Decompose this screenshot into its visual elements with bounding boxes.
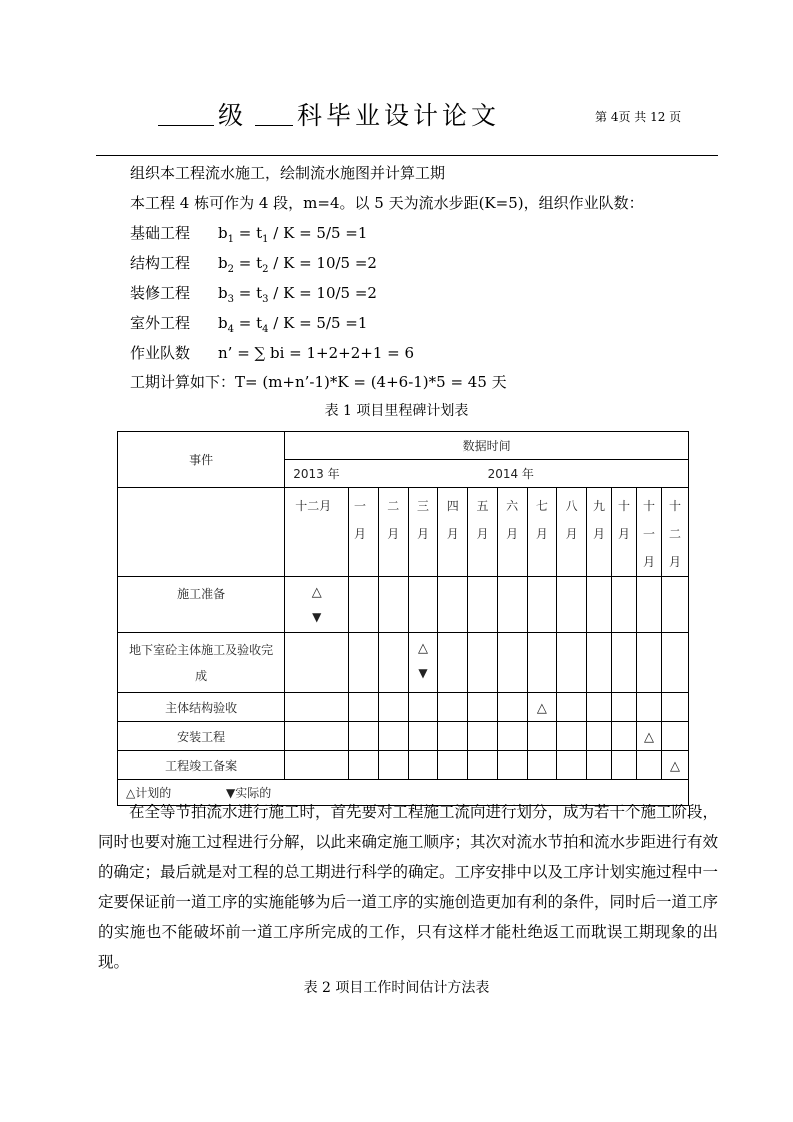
milestone-cell (637, 577, 662, 633)
formula-b: b (218, 314, 228, 332)
calc-row (130, 312, 367, 335)
calc-row (130, 222, 367, 245)
month-header-cell: 十二月 (285, 488, 349, 577)
month-header-cell: 二月 (378, 488, 408, 577)
milestone-cell (527, 693, 557, 722)
calc-row-label: 室外工程 (130, 314, 191, 332)
planned-marker-icon: △ (644, 730, 655, 745)
milestone-cell (285, 751, 349, 780)
blank-underline (255, 101, 293, 126)
milestone-event-name: 主体结构验收 (118, 693, 285, 722)
milestone-cell (438, 633, 468, 693)
milestone-cell (378, 633, 408, 693)
formula-b-index: 1 (227, 234, 234, 245)
month-header-cell: 十二月 (662, 488, 689, 577)
calc-row-formula (218, 284, 377, 305)
body-paragraph: 在全等节拍流水进行施工时，首先要对工程施工流向进行划分，成为若干个施工阶段，同时也要对施工过程进行分解，以此来确定施工顺序；其次对流水节拍和流水步距进行有效的确定；最后就是对工程的总工期进行科学的确定。工序安排中以及工序计划实施过程中一定要保证前一道工序的实施能够为后一道工序的实施创造更加有利的条件，同时后一道工序的实施也不能破坏前一道工序所完成的工作，只有这样才能杜绝返工而耽误工期现象的出现。 (98, 803, 719, 971)
legend-actual: ▼实际的 (226, 786, 272, 800)
formula-t: = t (233, 314, 263, 332)
formula-t-index: 1 (262, 234, 269, 245)
milestone-cell (586, 633, 611, 693)
year-2014: 2014 年 (487, 467, 534, 481)
milestone-cell (438, 577, 468, 633)
milestone-cell (612, 693, 637, 722)
milestone-cell (527, 633, 557, 693)
milestone-cell (349, 693, 379, 722)
milestone-cell (349, 722, 379, 751)
milestone-cell (468, 577, 498, 633)
milestone-cell (378, 722, 408, 751)
table1-caption: 表 1 项目里程碑计划表 (324, 403, 469, 419)
formula-b-index: 3 (227, 294, 234, 305)
calc-row-label: 结构工程 (130, 254, 191, 272)
actual-marker-icon: ▼ (418, 666, 428, 680)
calc-row-formula (218, 314, 368, 335)
milestone-table (117, 431, 689, 806)
milestone-row (118, 751, 689, 780)
milestone-cell (557, 633, 587, 693)
planned-marker-icon: △ (536, 701, 547, 716)
milestone-cell (662, 633, 689, 693)
calc-row-formula (218, 224, 368, 245)
milestone-row (118, 722, 689, 751)
calc-row-label: 基础工程 (130, 224, 191, 242)
milestone-cell (408, 693, 438, 722)
formula-t: = t (233, 254, 263, 272)
milestone-cell (285, 693, 349, 722)
milestone-cell (586, 722, 611, 751)
month-header-cell: 三月 (408, 488, 438, 577)
month-header-cell: 四月 (438, 488, 468, 577)
month-header-cell: 十月 (612, 488, 637, 577)
calc-row-label: 装修工程 (130, 284, 191, 302)
milestone-cell (527, 751, 557, 780)
milestone-row (118, 693, 689, 722)
formula-rest: / K = 10/5 =2 (268, 284, 377, 302)
month-header-cell: 五月 (468, 488, 498, 577)
milestone-cell (557, 577, 587, 633)
milestone-cell (378, 693, 408, 722)
actual-marker-icon: ▼ (312, 610, 322, 624)
header-rule (96, 155, 718, 156)
milestone-cell (662, 693, 689, 722)
milestone-cell (497, 751, 527, 780)
milestone-cell (408, 633, 438, 693)
month-header-cell: 六月 (497, 488, 527, 577)
milestone-cell (612, 577, 637, 633)
milestone-event-name: 地下室砼主体施工及验收完成 (118, 633, 285, 693)
milestone-cell (662, 722, 689, 751)
milestone-cell (612, 633, 637, 693)
intro-line: 组织本工程流水施工，绘制流水施图并计算工期 (130, 164, 446, 182)
milestone-cell (408, 722, 438, 751)
month-header-cell: 一月 (349, 488, 379, 577)
milestone-cell (557, 751, 587, 780)
milestone-cell (285, 577, 349, 633)
month-header-cell: 十一月 (637, 488, 662, 577)
thesis-header-title (158, 96, 500, 132)
milestone-cell (527, 577, 557, 633)
milestone-cell (662, 577, 689, 633)
formula-b: b (218, 224, 228, 242)
milestone-cell (408, 751, 438, 780)
planned-marker-icon: △ (418, 641, 429, 656)
milestone-cell (557, 722, 587, 751)
formula-b-index: 2 (227, 264, 234, 275)
milestone-row (118, 633, 689, 693)
formula-b: b (218, 284, 228, 302)
formula-t: = t (233, 224, 263, 242)
milestone-cell (662, 751, 689, 780)
formula-rest: / K = 5/5 =1 (268, 224, 368, 242)
calc-row (130, 282, 377, 305)
formula-rest: / K = 5/5 =1 (268, 314, 368, 332)
legend-planned: △计划的 (126, 786, 172, 800)
milestone-cell (349, 577, 379, 633)
year-row (285, 460, 689, 488)
milestone-cell (468, 722, 498, 751)
milestone-cell (349, 633, 379, 693)
months-blank-cell (118, 488, 285, 577)
blank-underline (158, 101, 214, 126)
milestone-cell (497, 633, 527, 693)
milestone-cell (285, 633, 349, 693)
milestone-event-name: 施工准备 (118, 577, 285, 633)
planned-marker-icon: △ (311, 585, 322, 600)
milestone-cell (349, 751, 379, 780)
formula-b-index: 4 (227, 324, 234, 335)
milestone-cell (438, 722, 468, 751)
time-header: 数据时间 (285, 432, 689, 460)
table2-caption: 表 2 项目工作时间估计方法表 (303, 980, 490, 996)
month-header-cell: 九月 (586, 488, 611, 577)
milestone-cell (637, 693, 662, 722)
milestone-cell (586, 693, 611, 722)
milestone-cell (637, 633, 662, 693)
months-row (118, 488, 689, 577)
duration-line: 工期计算如下：T= (m+n’-1)*K = (4+6-1)*5 = 45 天 (130, 373, 507, 391)
milestone-cell (468, 633, 498, 693)
teams-line (130, 342, 414, 363)
month-header-cell: 八月 (557, 488, 587, 577)
planned-marker-icon: △ (670, 759, 681, 774)
formula-t-index: 4 (262, 324, 269, 335)
milestone-row (118, 577, 689, 633)
milestone-cell (285, 722, 349, 751)
formula-t: = t (233, 284, 263, 302)
formula-t-index: 2 (262, 264, 269, 275)
milestone-cell (557, 693, 587, 722)
year-2013: 2013 年 (293, 467, 340, 481)
calc-row-formula (218, 254, 377, 275)
milestone-event-name: 安装工程 (118, 722, 285, 751)
calc-row (130, 252, 377, 275)
milestone-cell (468, 693, 498, 722)
teams-label: 作业队数 (130, 344, 191, 362)
formula-b: b (218, 254, 228, 272)
milestone-cell (586, 577, 611, 633)
milestone-cell (527, 722, 557, 751)
title-part-grade: 级 (218, 101, 248, 130)
milestone-cell (497, 577, 527, 633)
milestone-cell (438, 693, 468, 722)
page-number: 第 4页 共 12 页 (595, 110, 682, 124)
milestone-cell (378, 577, 408, 633)
formula-rest: / K = 10/5 =2 (268, 254, 377, 272)
milestone-cell (586, 751, 611, 780)
milestone-cell (497, 693, 527, 722)
milestone-cell (612, 722, 637, 751)
teams-formula: n’ = ∑ bi = 1+2+2+1 = 6 (218, 344, 415, 362)
month-header-cell: 七月 (527, 488, 557, 577)
milestone-cell (637, 722, 662, 751)
milestone-event-name: 工程竣工备案 (118, 751, 285, 780)
milestone-cell (438, 751, 468, 780)
event-header: 事件 (118, 432, 285, 488)
sections-line: 本工程 4 栋可作为 4 段，m=4。以 5 天为流水步距(K=5)，组织作业队数： (130, 194, 644, 212)
milestone-cell (612, 751, 637, 780)
title-part-thesis: 科毕业设计论文 (297, 101, 501, 130)
milestone-cell (497, 722, 527, 751)
milestone-cell (637, 751, 662, 780)
milestone-cell (408, 577, 438, 633)
milestone-cell (378, 751, 408, 780)
formula-t-index: 3 (262, 294, 269, 305)
milestone-cell (468, 751, 498, 780)
